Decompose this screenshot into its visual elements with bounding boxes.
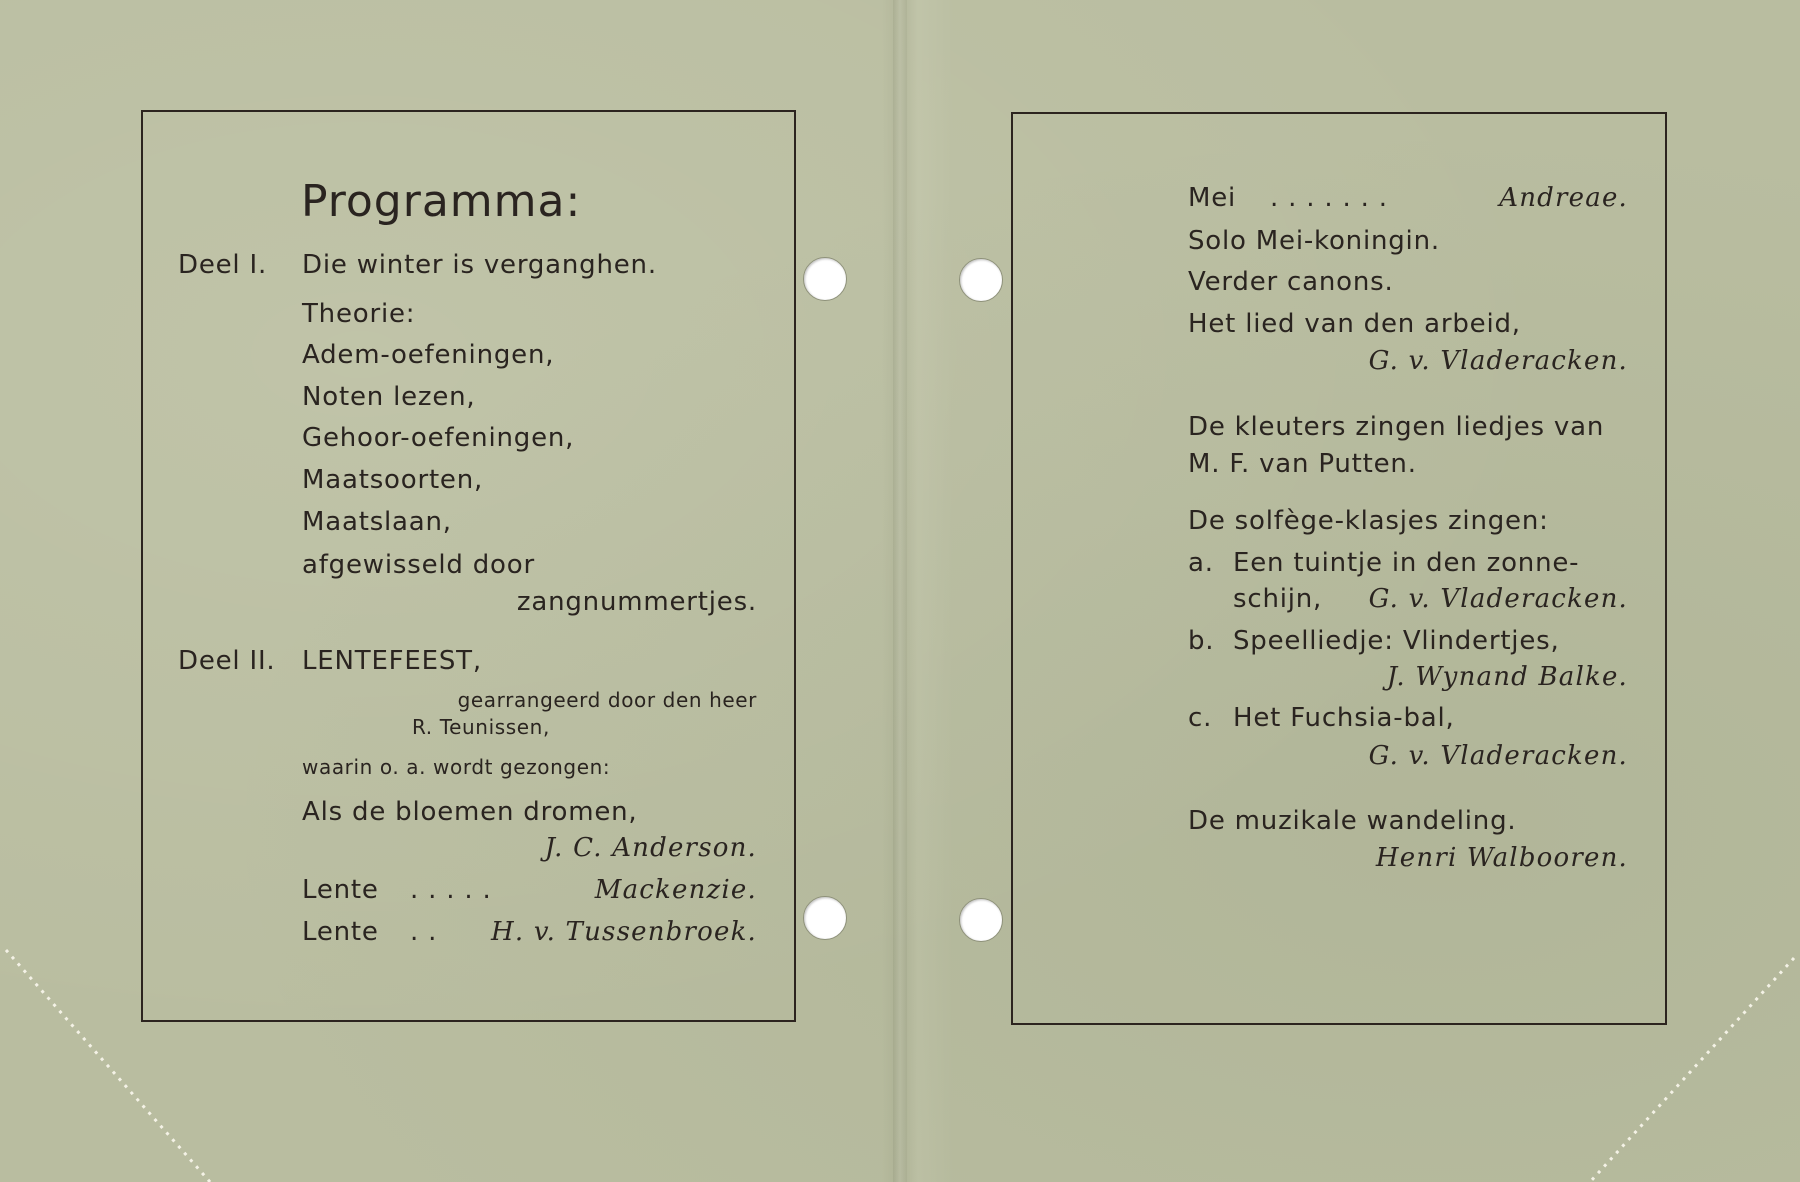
program-item: Solo Mei-koningin. bbox=[1188, 226, 1440, 256]
song-title: Speelliedje: Vlindertjes, bbox=[1233, 626, 1560, 656]
arrangement-note: R. Teunissen, bbox=[412, 715, 550, 739]
song-composer: G. v. Vladeracken. bbox=[1368, 741, 1628, 771]
list-label: b. bbox=[1188, 626, 1215, 656]
part2-label: Deel II. bbox=[178, 646, 276, 676]
part2-heading: LENTEFEEST, bbox=[302, 646, 482, 676]
list-label: c. bbox=[1188, 703, 1213, 733]
song-title: Een tuintje in den zonne- bbox=[1233, 548, 1580, 578]
punch-hole-right-top bbox=[959, 258, 1003, 302]
part1-item: Maatsoorten, bbox=[302, 465, 484, 495]
part1-item: Adem-oefeningen, bbox=[302, 340, 555, 370]
program-item: M. F. van Putten. bbox=[1188, 449, 1417, 479]
section-heading: De solfège-klasjes zingen: bbox=[1188, 506, 1549, 536]
song-composer: J. C. Anderson. bbox=[544, 833, 757, 863]
song-title: Lente bbox=[302, 917, 379, 947]
part1-item: Theorie: bbox=[302, 299, 416, 329]
song-title: Het Fuchsia-bal, bbox=[1233, 703, 1455, 733]
song-title: Als de bloemen dromen, bbox=[302, 797, 638, 827]
song-composer: Henri Walbooren. bbox=[1375, 843, 1628, 873]
song-composer: Mackenzie. bbox=[594, 875, 757, 905]
part1-item: afgewisseld door bbox=[302, 550, 535, 580]
arrangement-note: gearrangeerd door den heer bbox=[457, 688, 757, 712]
program-item: De kleuters zingen liedjes van bbox=[1188, 412, 1605, 442]
part1-item: Maatslaan, bbox=[302, 507, 452, 537]
leader-dots: . . . . . bbox=[410, 875, 492, 905]
song-composer: J. Wynand Balke. bbox=[1386, 662, 1628, 692]
song-composer: H. v. Tussenbroek. bbox=[491, 917, 757, 947]
part1-item: Noten lezen, bbox=[302, 382, 476, 412]
song-title: De muzikale wandeling. bbox=[1188, 806, 1517, 836]
song-title: Het lied van den arbeid, bbox=[1188, 309, 1521, 339]
song-title: Lente bbox=[302, 875, 379, 905]
song-composer: G. v. Vladeracken. bbox=[1368, 584, 1628, 614]
part1-label: Deel I. bbox=[178, 250, 268, 280]
program-item: Verder canons. bbox=[1188, 267, 1394, 297]
punch-hole-right-bottom bbox=[959, 898, 1003, 942]
leader-dots: . . bbox=[410, 917, 438, 947]
program-title: Programma: bbox=[301, 176, 582, 227]
list-label: a. bbox=[1188, 548, 1214, 578]
center-fold bbox=[893, 0, 907, 1182]
leader-dots: . . . . . . . bbox=[1270, 183, 1388, 213]
part1-item: Gehoor-oefeningen, bbox=[302, 423, 575, 453]
part1-heading: Die winter is verganghen. bbox=[302, 250, 657, 280]
song-title: schijn, bbox=[1233, 584, 1323, 614]
song-composer: Andreae. bbox=[1499, 183, 1628, 213]
part1-item-continued: zangnummertjes. bbox=[516, 587, 757, 617]
punch-hole-left-top bbox=[803, 257, 847, 301]
songs-intro: waarin o. a. wordt gezongen: bbox=[302, 755, 611, 779]
punch-hole-left-bottom bbox=[803, 896, 847, 940]
song-title: Mei bbox=[1188, 183, 1237, 213]
song-composer: G. v. Vladeracken. bbox=[1368, 346, 1628, 376]
